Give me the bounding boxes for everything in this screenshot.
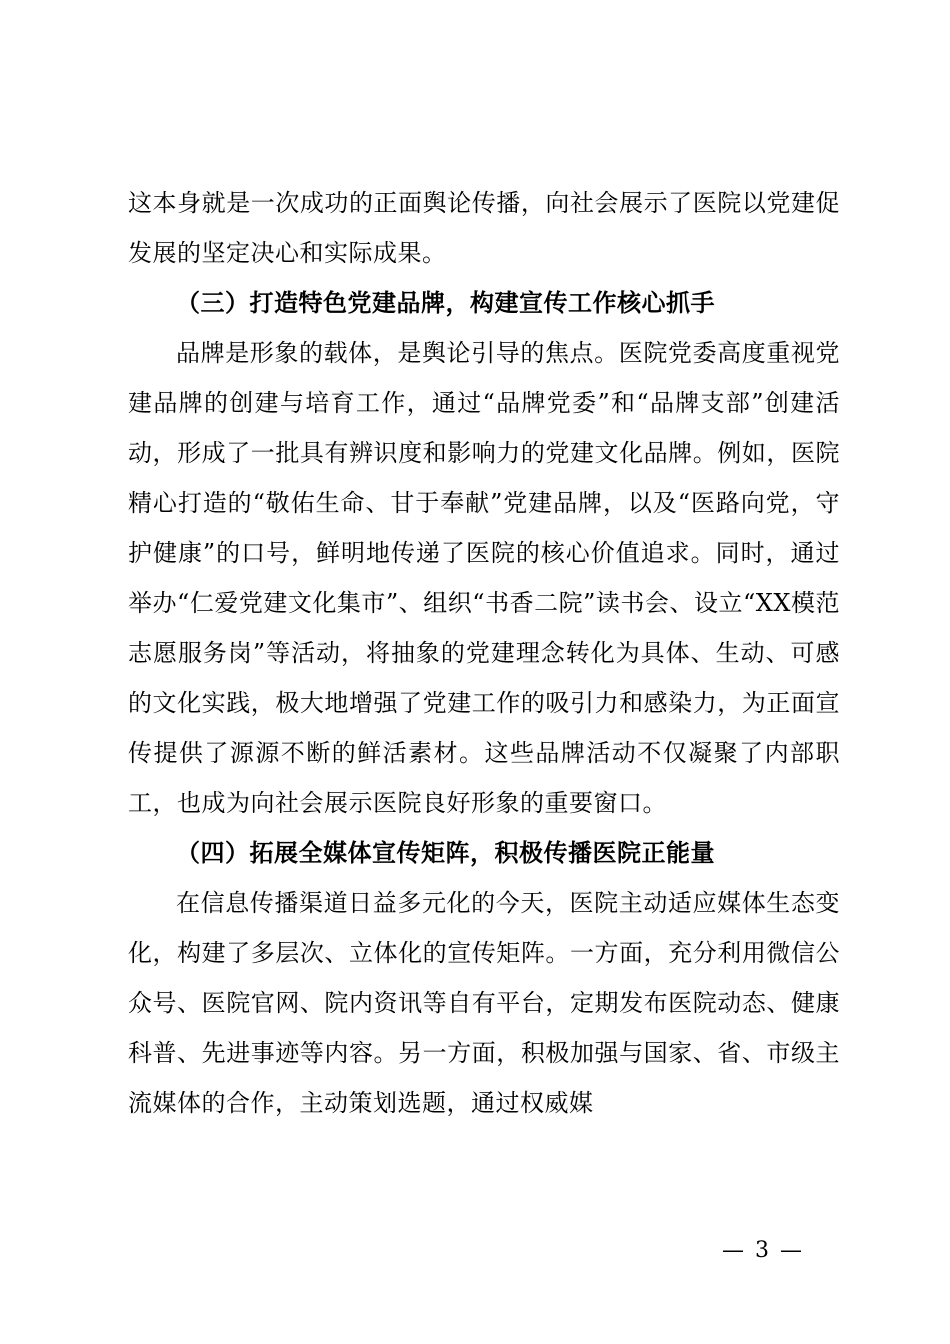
paragraph-brand: 品牌是形象的载体，是舆论引导的焦点。医院党委高度重视党建品牌的创建与培育工作，通过“品牌党委”和“品牌支部”创建活动，形成了一批具有辨识度和影响力的党建文化品牌。例如，医院精心打造的“敬佑生命、甘于奉献”党建品牌，以及“医路向党，守护健康”的口号，鲜明地传递了医院的核心价值追求。同时，通过举办“仁爱党建文化集市”、组织“书香二院”读书会、设立“XX模范志愿服务岗”等活动，将抽象的党建理念转化为具体、生动、可感的文化实践，极大地增强了党建工作的吸引力和感染力，为正面宣传提供了源源不断的鲜活素材。这些品牌活动不仅凝聚了内部职工，也成为向社会展示医院良好形象的重要窗口。 [128, 339, 840, 817]
paragraph-media: 在信息传播渠道日益多元化的今天，医院主动适应媒体生态变化，构建了多层次、立体化的宣传矩阵。一方面，充分利用微信公众号、医院官网、院内资讯等自有平台，定期发布医院动态、健康科普、先进事迹等内容。另一方面，积极加强与国家、省、市级主流媒体的合作，主动策划选题，通过权威媒 [128, 889, 840, 1117]
page-number: — 3 — [722, 1238, 804, 1263]
paragraph-continuation: 这本身就是一次成功的正面舆论传播，向社会展示了医院以党建促发展的坚定决心和实际成果。 [128, 189, 840, 267]
document-body [128, 178, 840, 1128]
section-heading-3: （三）打造特色党建品牌，构建宣传工作核心抓手 [176, 289, 715, 317]
section-heading-4: （四）拓展全媒体宣传矩阵，积极传播医院正能量 [176, 839, 715, 867]
